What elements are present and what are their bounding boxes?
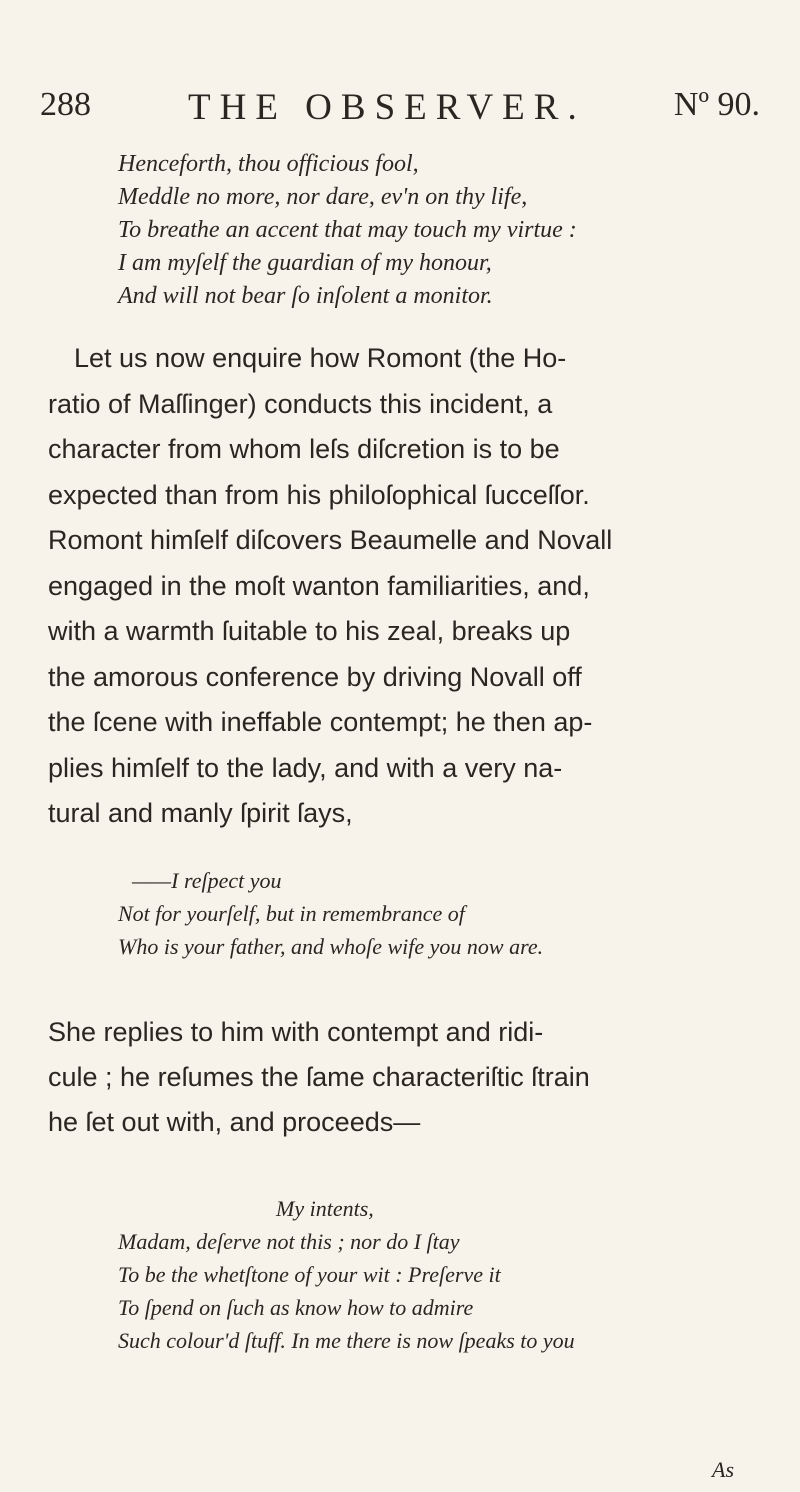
- prose-line: with a warmth ſuitable to his zeal, breaks up: [48, 616, 571, 646]
- prose-line: She replies to him with contempt and ridi-: [48, 1017, 544, 1047]
- paragraph-1: [48, 336, 753, 837]
- prose-line: ratio of Maſſinger) conducts this incident, a: [48, 388, 553, 419]
- verse-line: ——I reſpect you: [132, 868, 282, 893]
- verse-line: Meddle no more, nor dare, ev'n on thy life,: [118, 184, 528, 210]
- verse-quote-2: [118, 864, 768, 963]
- verse-line: And will not bear ſo inſolent a monitor.: [118, 283, 493, 309]
- verse-line: Such colour'd ſtuff. In me there is now ſpeaks to you: [118, 1328, 575, 1353]
- verse-quote-1: [118, 148, 768, 313]
- verse-quote-3: [118, 1192, 768, 1357]
- issue-number: Nº 90.: [673, 86, 760, 123]
- prose-line: plies himſelf to the lady, and with a very na-: [48, 752, 563, 783]
- verse-line: To be the whetſtone of your wit : Preſerve it: [118, 1262, 501, 1287]
- verse-line: I am myſelf the guardian of my honour,: [118, 250, 492, 276]
- prose-line: character from whom leſs diſcretion is to be: [48, 434, 560, 464]
- verse-line: Not for yourſelf, but in remembrance of: [118, 901, 465, 926]
- prose-line: he ſet out with, and proceeds—: [48, 1107, 421, 1137]
- prose-line: expected than from his philoſophical ſucceſſor.: [48, 479, 590, 510]
- verse-line: My intents,: [276, 1196, 374, 1221]
- verse-line: Henceforth, thou officious fool,: [118, 151, 419, 177]
- prose-line: Let us now enquire how Romont (the Ho-: [74, 343, 567, 373]
- prose-line: tural and manly ſpirit ſays,: [48, 798, 353, 828]
- page-header: [40, 86, 760, 136]
- verse-line: To ſpend on ſuch as know how to admire: [118, 1295, 474, 1320]
- running-title: THE OBSERVER.: [188, 87, 586, 128]
- paragraph-2: [48, 1010, 753, 1145]
- catchword: As: [712, 1457, 734, 1482]
- prose-line: cule ; he reſumes the ſame characteriſtic ſtrain: [48, 1062, 590, 1092]
- prose-line: the amorous conference by driving Novall off: [48, 661, 582, 692]
- verse-line: Who is your father, and whoſe wife you now are.: [118, 934, 544, 959]
- verse-line: Madam, deſerve not this ; nor do I ſtay: [118, 1229, 460, 1254]
- prose-line: the ſcene with ineffable contempt; he then ap-: [48, 707, 593, 737]
- prose-line: Romont himſelf diſcovers Beaumelle and Novall: [48, 525, 613, 555]
- prose-line: engaged in the moſt wanton familiarities, and,: [48, 570, 590, 601]
- page-number: 288: [40, 86, 91, 123]
- verse-line: To breathe an accent that may touch my virtue :: [118, 217, 577, 243]
